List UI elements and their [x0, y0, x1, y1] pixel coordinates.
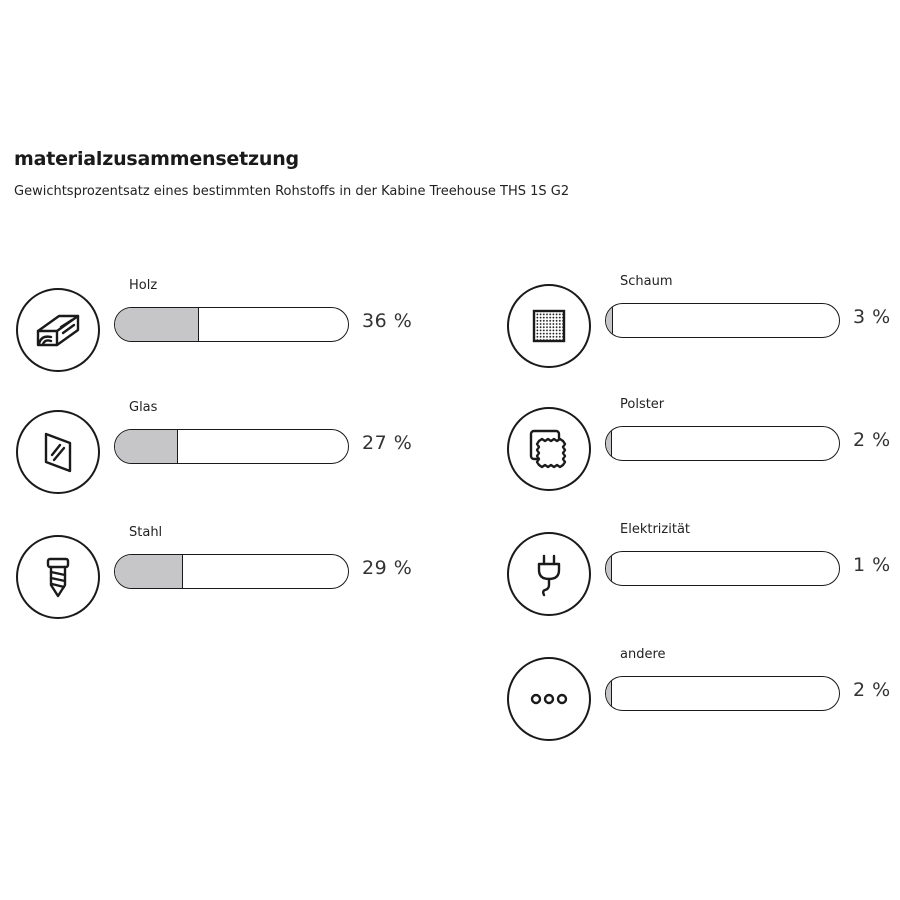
bar-label: Stahl	[129, 525, 163, 540]
material-item-schaum	[507, 274, 900, 384]
bar-track	[114, 429, 349, 464]
bar-value-label: 27 %	[362, 432, 413, 454]
material-item-polster	[507, 397, 900, 507]
dots-icon	[507, 657, 591, 741]
bar-track	[605, 426, 840, 461]
screw-icon	[16, 535, 100, 619]
bar-label: andere	[620, 647, 666, 662]
bar-label: Polster	[620, 397, 665, 412]
foam-icon	[507, 284, 591, 368]
wood-icon	[16, 288, 100, 372]
bar-value-label: 29 %	[362, 557, 413, 579]
bar-track	[605, 303, 840, 338]
bar-fill-polster	[606, 427, 612, 460]
bar-label: Holz	[129, 278, 158, 293]
bar-value-label: 36 %	[362, 310, 413, 332]
bar-label: Elektrizität	[620, 522, 691, 537]
bar-track	[605, 676, 840, 711]
upholstery-icon	[507, 407, 591, 491]
bar-fill-schaum	[606, 304, 613, 337]
bar-value-label: 2 %	[853, 429, 891, 451]
bar-fill-andere	[606, 677, 612, 710]
plug-icon	[507, 532, 591, 616]
chart-subtitle: Gewichtsprozentsatz eines bestimmten Rohstoffs in der Kabine Treehouse THS 1S G2	[14, 184, 570, 199]
bar-track	[114, 554, 349, 589]
chart-title: materialzusammensetzung	[14, 148, 299, 170]
bar-value-label: 1 %	[853, 554, 891, 576]
bar-track	[605, 551, 840, 586]
bar-fill-glas	[115, 430, 178, 463]
material-item-andere	[507, 647, 900, 757]
bar-fill-elektrizitaet	[606, 552, 612, 585]
material-item-holz	[16, 278, 436, 388]
bar-track	[114, 307, 349, 342]
bar-value-label: 2 %	[853, 679, 891, 701]
bar-fill-stahl	[115, 555, 183, 588]
bar-value-label: 3 %	[853, 306, 891, 328]
bar-label: Schaum	[620, 274, 673, 289]
material-item-stahl	[16, 525, 436, 635]
material-item-glas	[16, 400, 436, 510]
glass-icon	[16, 410, 100, 494]
bar-fill-holz	[115, 308, 199, 341]
bar-label: Glas	[129, 400, 158, 415]
material-item-elektrizitaet	[507, 522, 900, 632]
